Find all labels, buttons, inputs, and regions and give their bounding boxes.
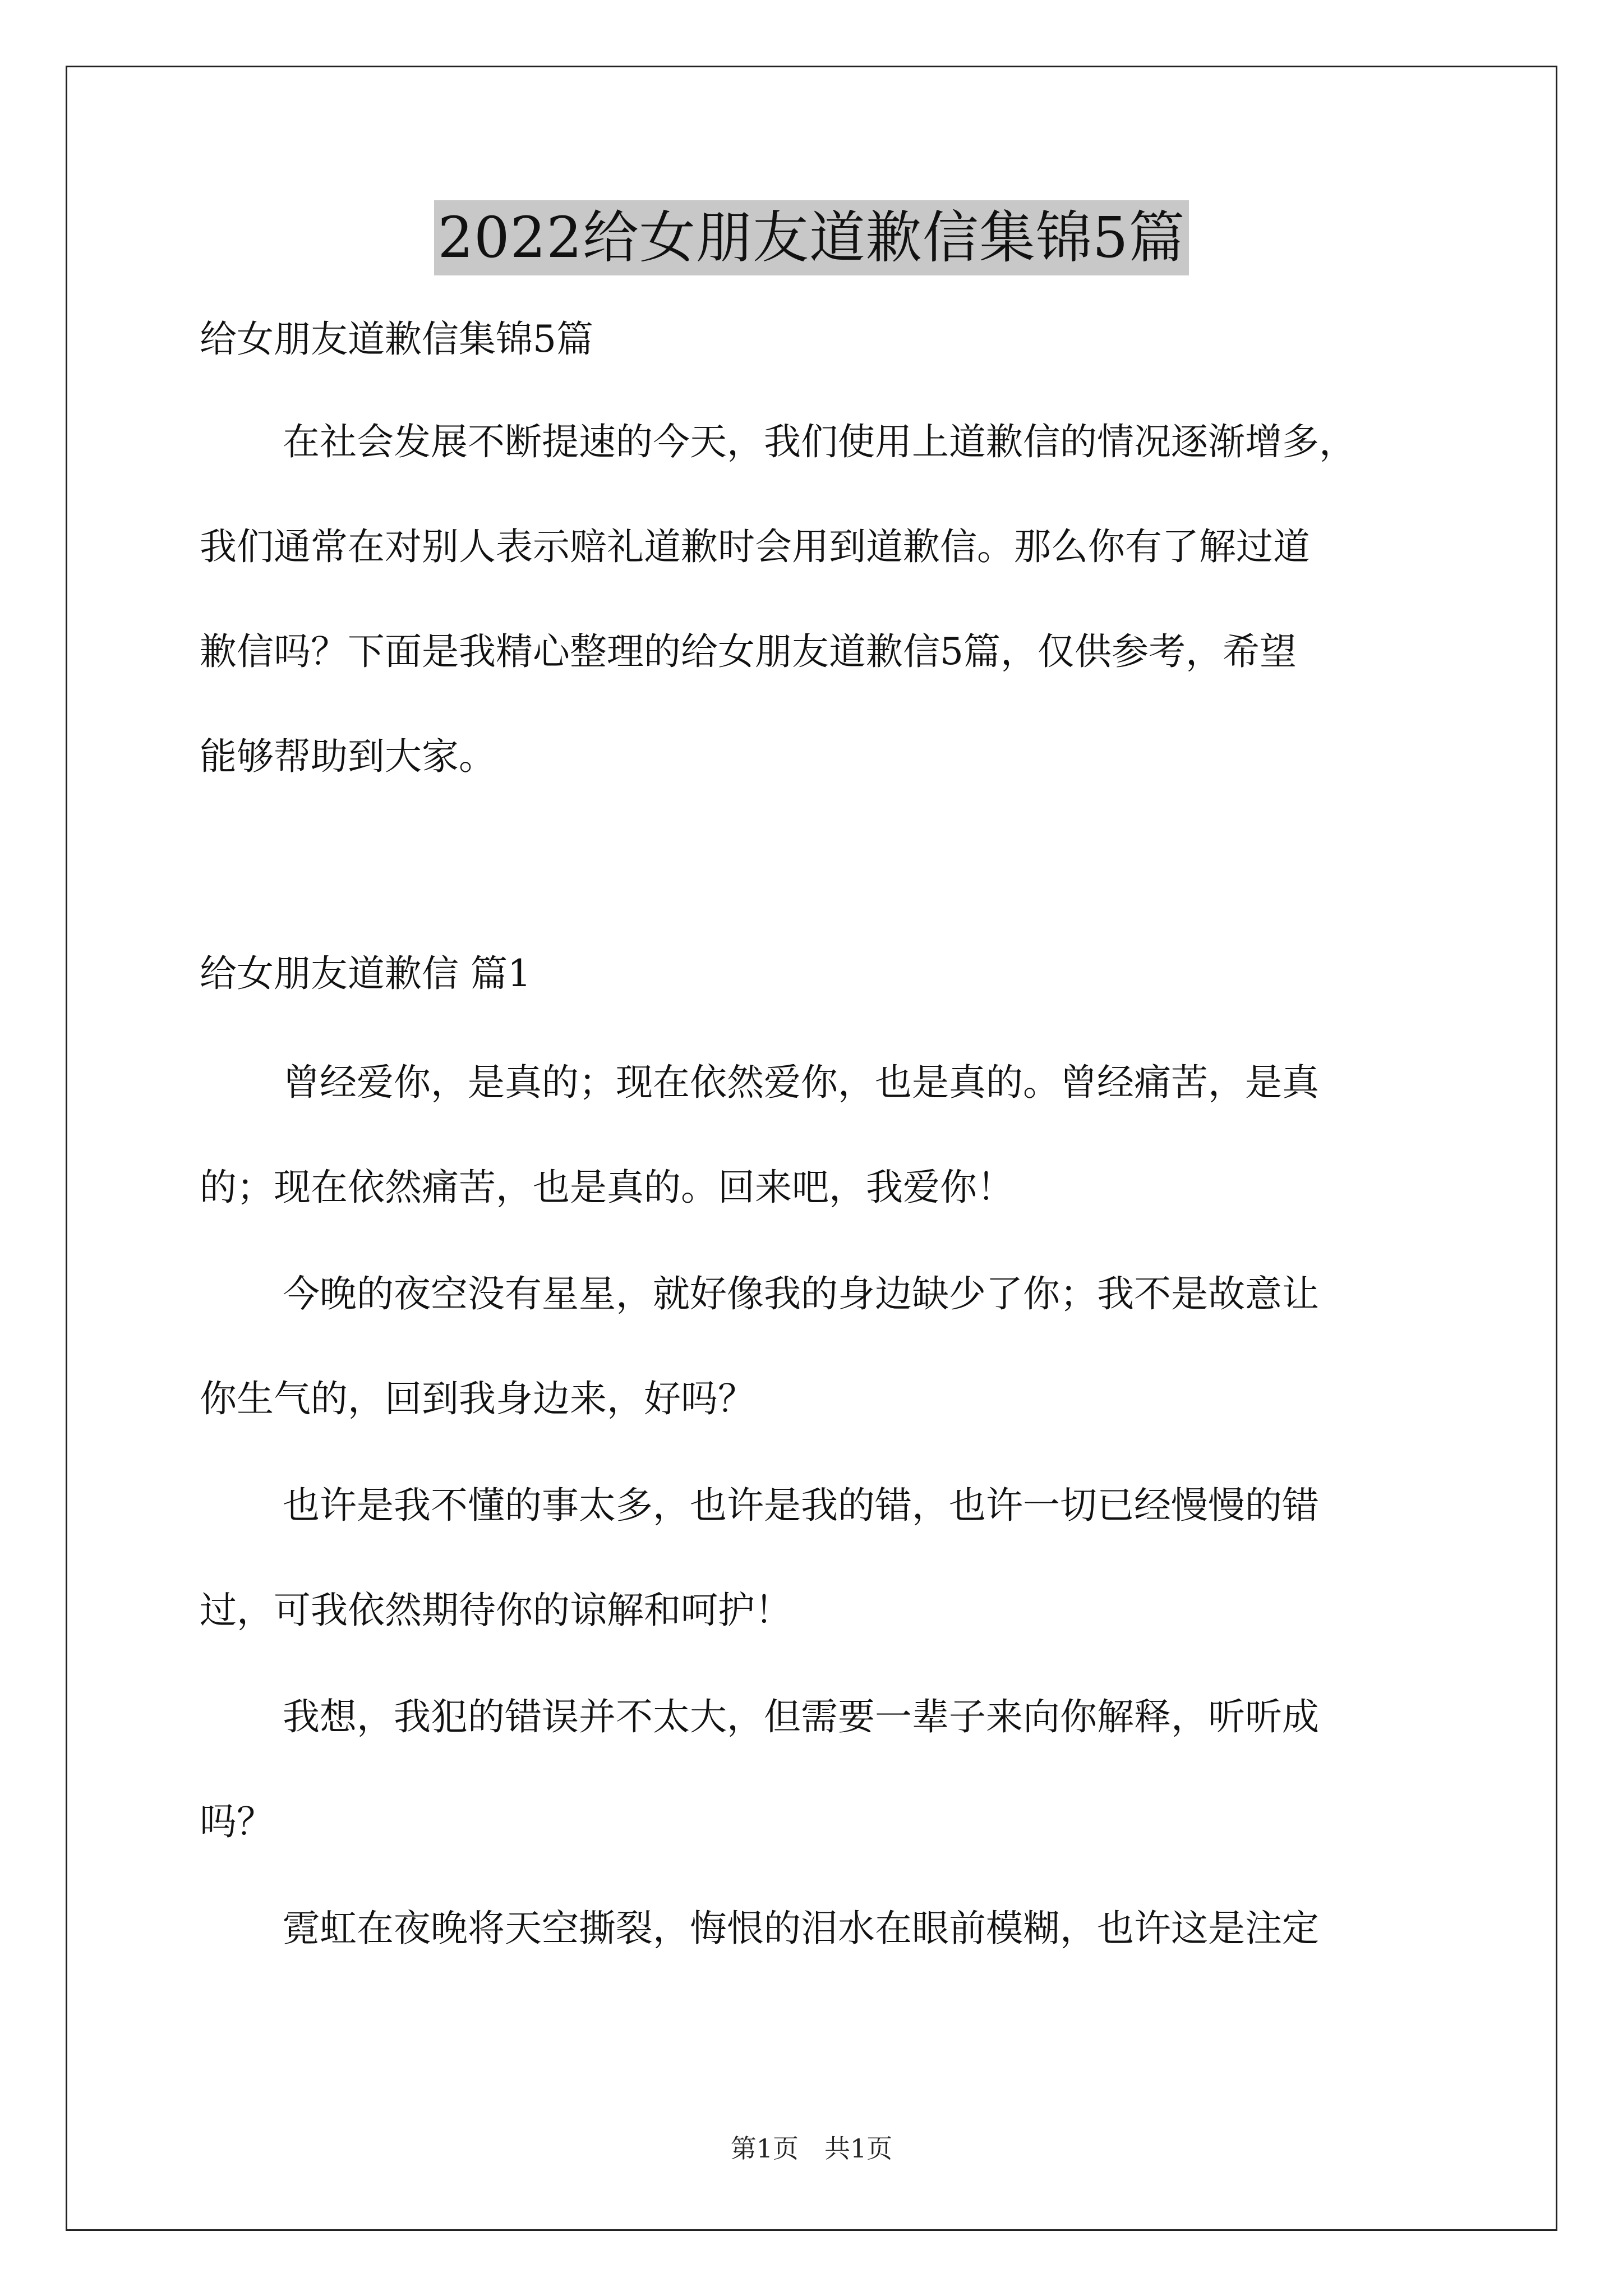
title-container (0, 200, 1623, 275)
document-title: 2022给女朋友道歉信集锦5篇 (434, 200, 1188, 275)
body-line-5: 也许是我不懂的事太多，也许是我的错，也许一切已经慢慢的错 (283, 1484, 1319, 1527)
document-subtitle: 给女朋友道歉信集锦5篇 (200, 318, 593, 361)
body-line-9: 霓虹在夜晚将天空撕裂，悔恨的泪水在眼前模糊，也许这是注定 (283, 1907, 1319, 1950)
body-line-6: 过，可我依然期待你的谅解和呵护！ (200, 1589, 792, 1632)
intro-line-3: 歉信吗？下面是我精心整理的给女朋友道歉信5篇，仅供参考，希望 (200, 630, 1297, 673)
intro-line-1: 在社会发展不断提速的今天，我们使用上道歉信的情况逐渐增多， (283, 420, 1356, 463)
intro-line-4: 能够帮助到大家。 (200, 735, 496, 778)
body-line-2: 的；现在依然痛苦，也是真的。回来吧，我爱你！ (200, 1166, 1014, 1209)
section-heading: 给女朋友道歉信 篇1 (200, 952, 531, 995)
body-line-8: 吗？ (200, 1800, 274, 1843)
intro-line-2: 我们通常在对别人表示赔礼道歉时会用到道歉信。那么你有了解过道 (200, 525, 1310, 568)
body-line-1: 曾经爱你，是真的；现在依然爱你，也是真的。曾经痛苦，是真 (283, 1061, 1319, 1104)
body-line-3: 今晚的夜空没有星星，就好像我的身边缺少了你；我不是故意让 (283, 1272, 1319, 1315)
page-number: 第1页 共1页 (730, 2133, 893, 2164)
body-line-4: 你生气的，回到我身边来，好吗？ (200, 1377, 755, 1420)
body-line-7: 我想，我犯的错误并不太大，但需要一辈子来向你解释，听听成 (283, 1695, 1319, 1738)
